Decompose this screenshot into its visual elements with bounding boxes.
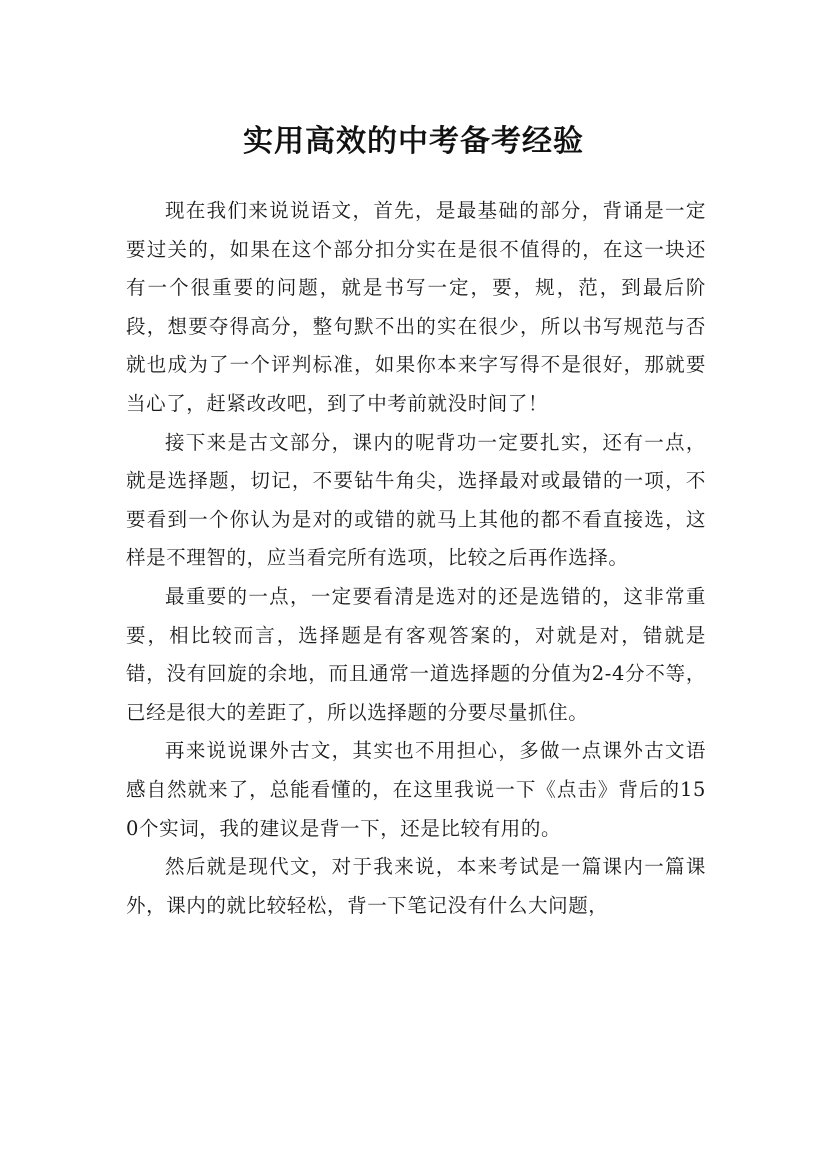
document-title: 实用高效的中考备考经验 <box>243 124 584 160</box>
paragraph: 然后就是现代文，对于我来说，本来考试是一篇课内一篇课外，课内的就比较轻松，背一下笔记没有什么大问题， <box>126 855 706 917</box>
paragraph: 最重要的一点，一定要看清是选对的还是选错的，这非常重要，相比较而言，选择题是有客观答案的，对就是对，错就是错，没有回旋的余地，而且通常一道选择题的分值为2-4分不等，已经是很大的差距了，所以选择题的分要尽量抓住。 <box>126 584 706 724</box>
paragraph: 再来说说课外古文，其实也不用担心，多做一点课外古文语感自然就来了，总能看懂的，在这里我说一下《点击》背后的150个实词，我的建议是背一下，还是比较有用的。 <box>126 739 706 840</box>
paragraph: 现在我们来说说语文，首先，是最基础的部分，背诵是一定要过关的，如果在这个部分扣分实在是很不值得的，在这一块还有一个很重要的问题，就是书写一定，要，规，范，到最后阶段，想要夺得高分，整句默不出的实在很少，所以书写规范与否就也成为了一个评判标准，如果你本来字写得不是很好，那就要当心了，赶紧改改吧，到了中考前就没时间了！ <box>126 199 706 415</box>
paragraph: 接下来是古文部分，课内的呢背功一定要扎实，还有一点，就是选择题，切记，不要钻牛角尖，选择最对或最错的一项，不要看到一个你认为是对的或错的就马上其他的都不看直接选，这样是不理智的，应当看完所有选项，比较之后再作选择。 <box>126 430 706 570</box>
document-body <box>126 192 706 925</box>
